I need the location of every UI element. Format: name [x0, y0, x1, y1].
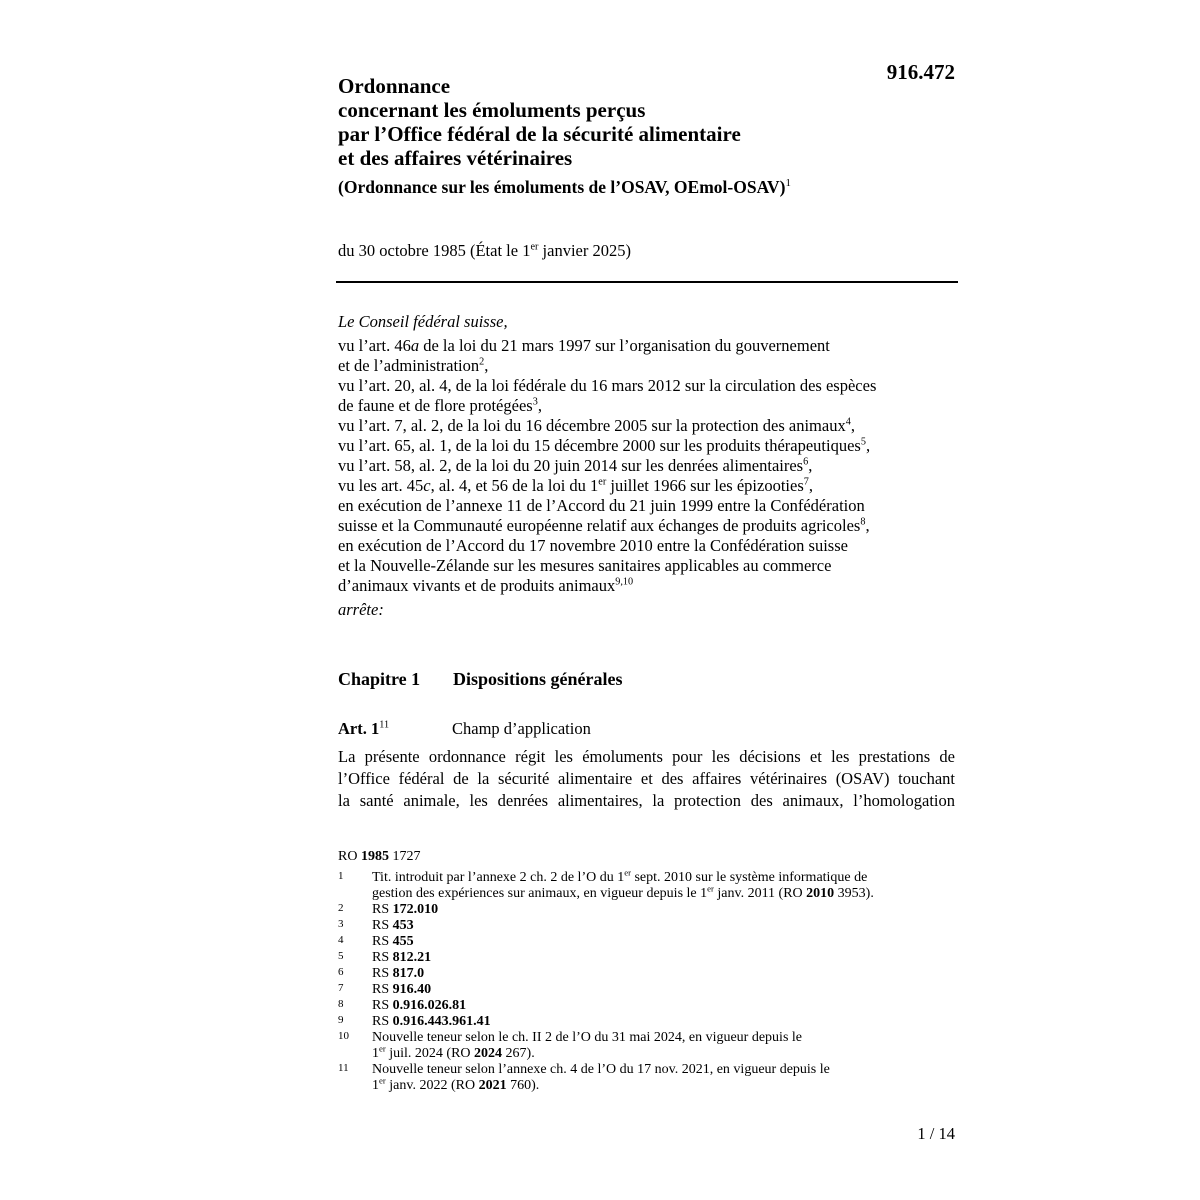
footnote: 8 RS 0.916.026.81: [338, 998, 467, 1013]
footnote-ref[interactable]: 7: [803, 476, 809, 488]
article-line: l’Office fédéral de la sécurité alimentaire et des affaires vétérinaires (OSAV) touchant: [338, 769, 955, 788]
footnote: 4 RS 455: [338, 934, 414, 949]
title-line: et des affaires vétérinaires: [338, 146, 573, 170]
sr-number: 916.472: [886, 60, 955, 84]
chapter-title: Dispositions générales: [453, 669, 623, 689]
footnote-ref[interactable]: 4: [845, 416, 851, 428]
footnote: 11 Nouvelle teneur selon l’annexe ch. 4 de l’O du 17 nov. 2021, en vigueur depuis le: [338, 1062, 830, 1077]
preamble: [338, 312, 876, 620]
chapter-heading: [338, 669, 623, 690]
preamble-line: vu l’art. 58, al. 2, de la loi du 20 juin 2014 sur les denrées alimentaires$^6$,: [338, 456, 813, 475]
title-line: Ordonnance: [338, 74, 451, 98]
footnote-continuation: 1er juil. 2024 (RO 2024 267).: [372, 1043, 535, 1061]
article-line: La présente ordonnance régit les émoluments pour les décisions et les prestations de: [338, 747, 955, 766]
footnote: 7 RS 916.40: [338, 982, 432, 997]
footnote-ref[interactable]: 9,10: [615, 576, 634, 588]
preamble-line: d’animaux vivants et de produits animaux$^{9,10}$: [338, 576, 634, 595]
document-subtitle: [338, 177, 791, 198]
footnote: 6 RS 817.0: [338, 966, 425, 981]
footnote-ref[interactable]: 11: [379, 719, 390, 731]
footnote-continuation: 1er janv. 2022 (RO 2021 760).: [372, 1075, 540, 1093]
preamble-line: vu l’art. 65, al. 1, de la loi du 15 décembre 2000 sur les produits thérapeutiques$^5$,: [338, 436, 871, 455]
footnote-continuation: gestion des expériences sur animaux, en vigueur depuis le 1er janv. 2011 (RO 2010 3953).: [372, 883, 874, 901]
preamble-line: vu les art. 45c, al. 4, et 56 de la loi du 1er juillet 1966 sur les épizooties$^7$,: [338, 476, 813, 495]
preamble-line: vu l’art. 46a de la loi du 21 mars 1997 sur l’organisation du gouvernement: [338, 336, 830, 355]
article-line: la santé animale, les denrées alimentaires, la protection des animaux, l’homologation: [338, 791, 955, 810]
article-number: Art. 1: [338, 719, 380, 738]
article-body: [338, 746, 955, 812]
preamble-line: vu l’art. 20, al. 4, de la loi fédérale du 16 mars 2012 sur la circulation des espèces: [338, 376, 877, 395]
footnote: 10 Nouvelle teneur selon le ch. II 2 de l’O du 31 mai 2024, en vigueur depuis le: [338, 1030, 802, 1045]
ro-reference: RO 1985 1727: [338, 849, 421, 864]
article-heading: [338, 719, 591, 739]
preamble-line: et la Nouvelle-Zélande sur les mesures sanitaires applicables au commerce: [338, 556, 832, 575]
header-divider: [336, 281, 958, 283]
footnote: 5 RS 812.21: [338, 950, 432, 965]
preamble-line: en exécution de l’Accord du 17 novembre 2010 entre la Confédération suisse: [338, 536, 848, 555]
footnote: 9 RS 0.916.443.961.41: [338, 1014, 491, 1029]
document-date: du 30 octobre 1985 (État le 1er janvier 2025): [338, 241, 631, 260]
title-line: par l’Office fédéral de la sécurité alimentaire: [338, 122, 741, 146]
footnote-ref[interactable]: 3: [532, 396, 538, 408]
subtitle-text: (Ordonnance sur les émoluments de l’OSAV, OEmol-OSAV): [338, 177, 786, 197]
article-title: Champ d’application: [452, 719, 591, 738]
footnote-ref[interactable]: 1: [785, 177, 791, 190]
footnote-ref[interactable]: 2: [479, 356, 485, 368]
preamble-line: et de l’administration$^2$,: [338, 356, 489, 375]
footnote-ref[interactable]: 5: [860, 436, 866, 448]
preamble-line: suisse et la Communauté européenne relatif aux échanges de produits agricoles$^8$,: [338, 516, 870, 535]
footnotes: [338, 867, 958, 1094]
footnote-ref[interactable]: 6: [803, 456, 809, 468]
preamble-line: en exécution de l’annexe 11 de l’Accord du 21 juin 1999 entre la Confédération: [338, 496, 865, 515]
preamble-intro: Le Conseil fédéral suisse,: [338, 312, 508, 331]
document-title: [338, 74, 741, 170]
footnote: 2 RS 172.010: [338, 902, 439, 917]
title-line: concernant les émoluments perçus: [338, 98, 646, 122]
footnote: 1 Tit. introduit par l’annexe 2 ch. 2 de l’O du 1er sept. 2010 sur le système informatique de: [338, 867, 868, 885]
footnote-ref[interactable]: 8: [860, 516, 866, 528]
page-number: 1 / 14: [917, 1124, 955, 1143]
footnote: 3 RS 453: [338, 918, 414, 933]
preamble-line: vu l’art. 7, al. 2, de la loi du 16 décembre 2005 sur la protection des animaux$^4$,: [338, 416, 855, 435]
preamble-line: de faune et de flore protégées$^3$,: [338, 396, 542, 415]
chapter-number: Chapitre 1: [338, 669, 421, 689]
preamble-resolve: arrête:: [338, 600, 384, 619]
